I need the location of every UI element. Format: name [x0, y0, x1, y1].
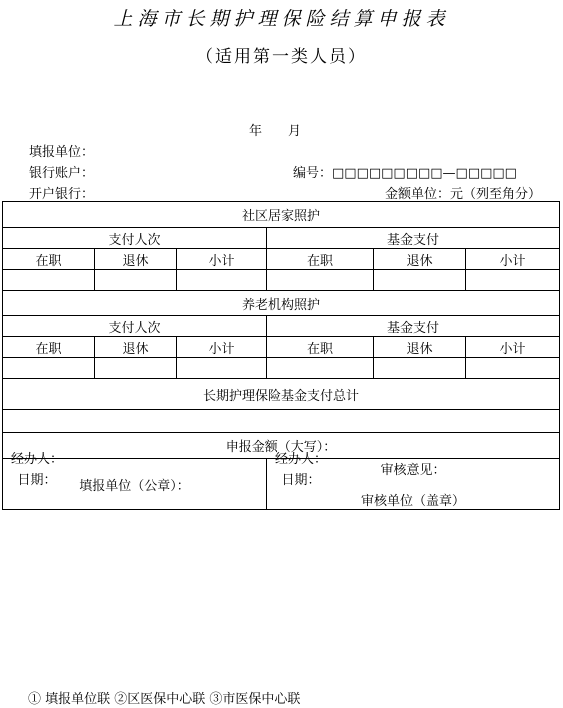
column-header: 在职	[267, 249, 374, 270]
form-title: 上海市长期护理保险结算申报表	[113, 8, 450, 30]
column-header: 退休	[374, 249, 466, 270]
form-subtitle: （适用第一类人员）	[196, 47, 367, 67]
input-cell[interactable]	[267, 358, 374, 379]
column-header: 退休	[374, 337, 466, 358]
column-header: 在职	[267, 337, 374, 358]
column-header: 小计	[466, 337, 560, 358]
input-cell[interactable]	[95, 270, 177, 291]
input-cell[interactable]	[3, 358, 95, 379]
column-header: 小计	[177, 249, 267, 270]
column-header: 退休	[95, 249, 177, 270]
institution-care-columns-row	[3, 337, 560, 358]
input-cell[interactable]	[466, 270, 560, 291]
review-unit-seal-label: 审核单位（盖章）	[361, 494, 466, 509]
review-handler-label: 经办人：	[275, 452, 328, 467]
community-care-group-row	[3, 228, 560, 249]
community-care-input-row	[3, 270, 560, 291]
column-header: 小计	[466, 249, 560, 270]
filler-date-label: 日期：	[17, 473, 57, 488]
column-header: 在职	[3, 337, 95, 358]
filling-unit-label: 填报单位：	[29, 145, 95, 160]
signature-row	[3, 459, 560, 510]
bank-account-label: 银行账户：	[29, 166, 95, 181]
input-cell[interactable]	[466, 358, 560, 379]
total-input-cell[interactable]	[3, 410, 560, 433]
column-header: 小计	[177, 337, 267, 358]
community-fund-payment-header: 基金支付	[267, 228, 560, 249]
opening-bank-label: 开户银行：	[29, 187, 95, 202]
filler-seal-label: 填报单位（公章）：	[79, 478, 190, 494]
institution-payment-count-header: 支付人次	[3, 316, 267, 337]
input-cell[interactable]	[177, 270, 267, 291]
review-signature-box[interactable]	[267, 452, 560, 510]
review-opinion-label: 审核意见：	[380, 463, 446, 478]
filler-signature-box[interactable]	[3, 452, 267, 510]
input-cell[interactable]	[95, 358, 177, 379]
input-cell[interactable]	[3, 270, 95, 291]
total-input-row	[3, 410, 560, 433]
input-cell[interactable]	[267, 270, 374, 291]
date-line: 年 月	[249, 124, 302, 139]
input-cell[interactable]	[374, 270, 466, 291]
institution-care-header-row	[3, 291, 560, 316]
institution-fund-payment-header: 基金支付	[267, 316, 560, 337]
serial-number-label: 编号：□□□□□□□□□—□□□□□	[293, 166, 517, 181]
settlement-table	[2, 201, 560, 510]
community-care-title: 社区居家照护	[3, 202, 560, 228]
institution-care-title: 养老机构照护	[3, 291, 560, 316]
input-cell[interactable]	[177, 358, 267, 379]
declared-amount-label: 申报金额（大写）：	[225, 440, 337, 455]
review-date-label: 日期：	[281, 473, 321, 488]
filler-handler-label: 经办人：	[11, 452, 64, 467]
column-header: 在职	[3, 249, 95, 270]
community-care-columns-row	[3, 249, 560, 270]
total-title: 长期护理保险基金支付总计	[3, 379, 560, 410]
input-cell[interactable]	[374, 358, 466, 379]
column-header: 退休	[95, 337, 177, 358]
community-payment-count-header: 支付人次	[3, 228, 267, 249]
amount-unit-label: 金额单位：元（列至角分）	[385, 187, 542, 202]
copies-footer: ① 填报单位联 ②区医保中心联 ③市医保中心联	[28, 692, 301, 707]
institution-care-group-row	[3, 316, 560, 337]
community-care-header-row	[3, 202, 560, 228]
total-header-row	[3, 379, 560, 410]
institution-care-input-row	[3, 358, 560, 379]
